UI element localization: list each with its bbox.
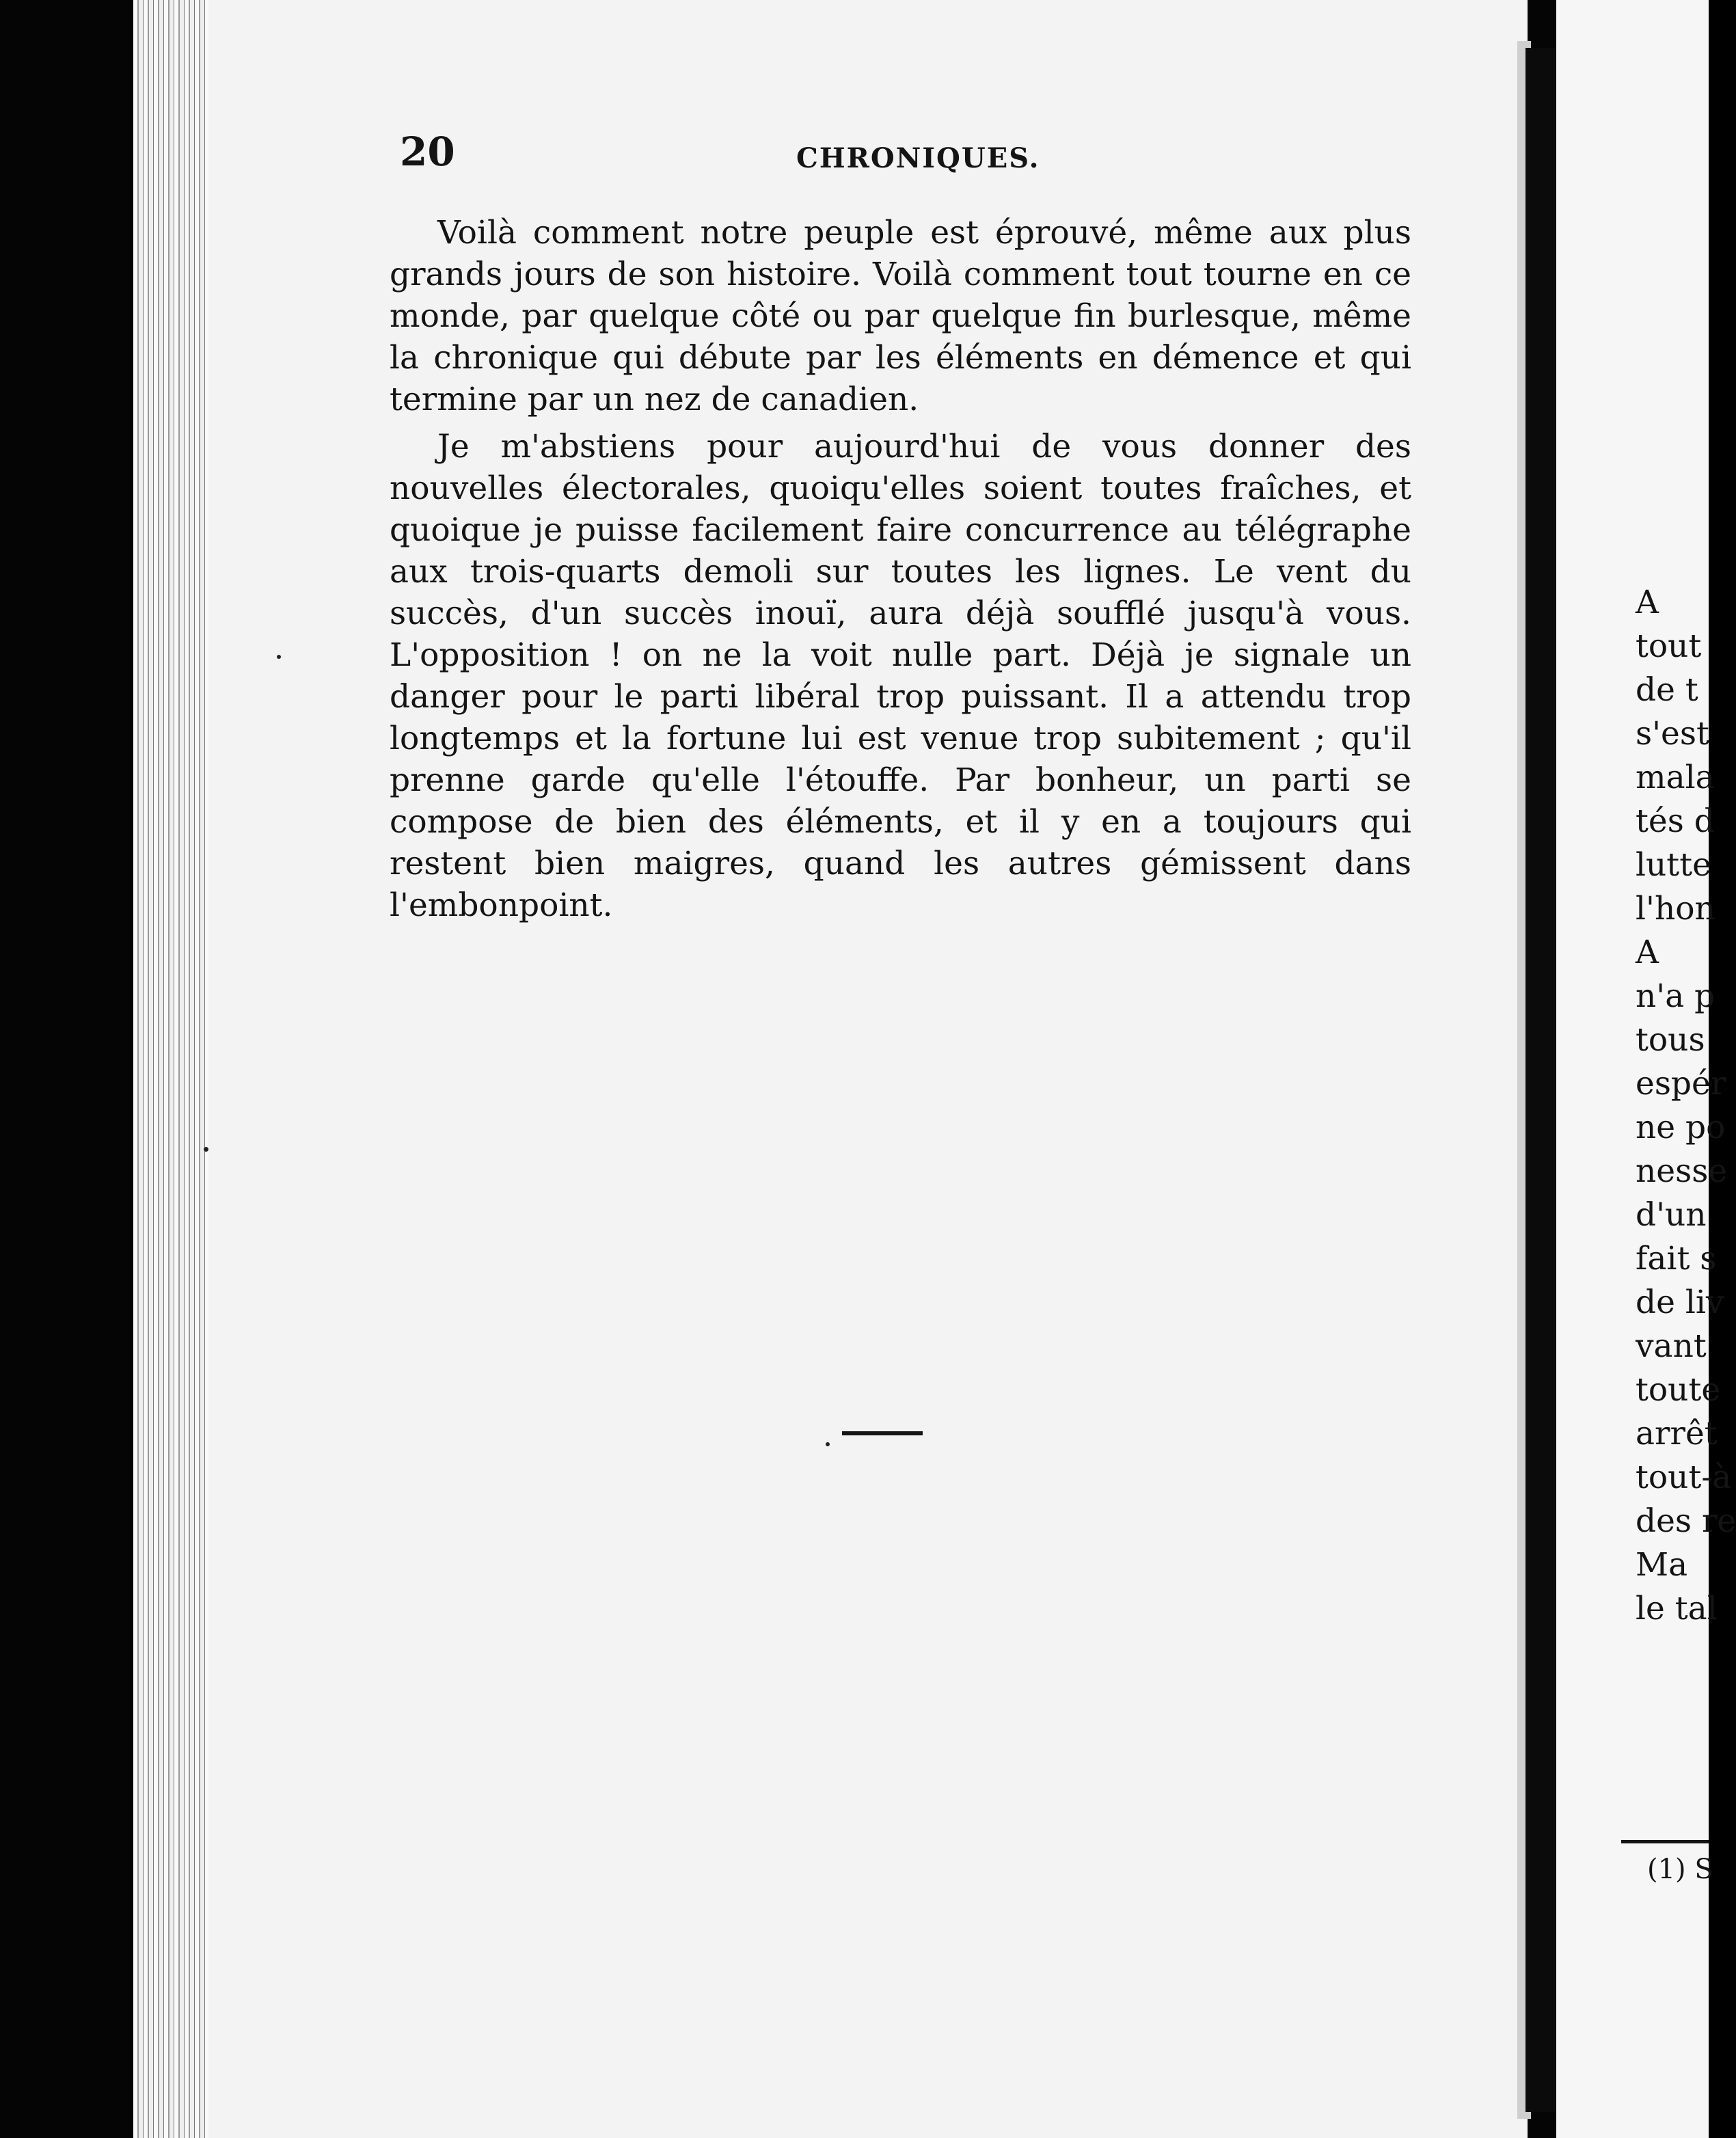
right-line: tous — [1636, 1021, 1705, 1059]
paragraph-2: Je m'abstiens pour aujourd'hui de vous donner des nouvelles électorales, quoiqu'elles soient toutes fraîches, et quoique je puisse facilement faire concurrence au télégraphe aux trois-quarts demoli sur toutes les lignes. Le vent du succès, d'un succès inouï, aura déjà soufflé jusqu'à vous. L'opposition ! on ne la voit nulle part. Déjà je signale un danger pour le parti libéral trop puissant. Il a attendu trop longtemps et la fortune lui est venue trop subitement ; qu'il prenne garde qu'elle l'étouffe. Par bonheur, un parti se compose de bien des éléments, et il y en a toujours qui restent bien maigres, quand les autres gémissent dans l'embonpoint. — [390, 428, 1411, 924]
right-line: tout-à — [1636, 1459, 1732, 1496]
page-stack-edges — [133, 0, 208, 2138]
right-line: lutte — [1636, 846, 1711, 884]
right-line: l'hon — [1636, 890, 1715, 928]
right-line: de t — [1636, 671, 1698, 709]
right-line: mala — [1636, 759, 1715, 796]
right-footnote: (1) S — [1647, 1854, 1713, 1885]
right-line: arrêt — [1636, 1415, 1718, 1452]
right-line: espér — [1636, 1065, 1726, 1102]
scan-speck — [204, 1147, 208, 1152]
section-end-rule — [842, 1431, 923, 1435]
right-line: A — [1636, 934, 1659, 971]
right-line: ne po — [1636, 1109, 1726, 1146]
right-line: A — [1636, 584, 1659, 621]
scan-speck — [277, 655, 281, 659]
right-line: toute — [1636, 1371, 1721, 1409]
running-head — [400, 128, 1391, 190]
right-line: vant — [1636, 1327, 1707, 1365]
right-line: tés d — [1636, 802, 1715, 840]
right-line: nesse — [1636, 1152, 1728, 1190]
main-text — [390, 212, 1411, 932]
right-line: n'a p — [1636, 977, 1715, 1015]
right-line: s'est — [1636, 715, 1709, 753]
running-title: CHRONIQUES. — [796, 142, 1040, 174]
right-page-text — [1636, 581, 1736, 1631]
right-line: fait s — [1636, 1240, 1717, 1277]
scan-speck — [826, 1442, 830, 1446]
paragraph-1: Voilà comment notre peuple est éprouvé, même aux plus grands jours de son histoire. Voilà comment tout tourne en ce monde, par quelque côté ou par quelque fin burlesque, même la chronique qui débute par les éléments en démence et qui termine par un nez de canadien. — [390, 214, 1411, 418]
right-line: de liv — [1636, 1284, 1724, 1321]
gutter-shadow — [1525, 48, 1556, 2112]
right-line: le tal — [1636, 1590, 1718, 1627]
footnote-rule — [1621, 1840, 1709, 1843]
right-line: tout — [1636, 627, 1702, 665]
right-line: des re — [1636, 1502, 1736, 1540]
page-number: 20 — [400, 128, 455, 175]
right-line: d'un — [1636, 1196, 1707, 1234]
right-line: Ma — [1636, 1546, 1688, 1584]
